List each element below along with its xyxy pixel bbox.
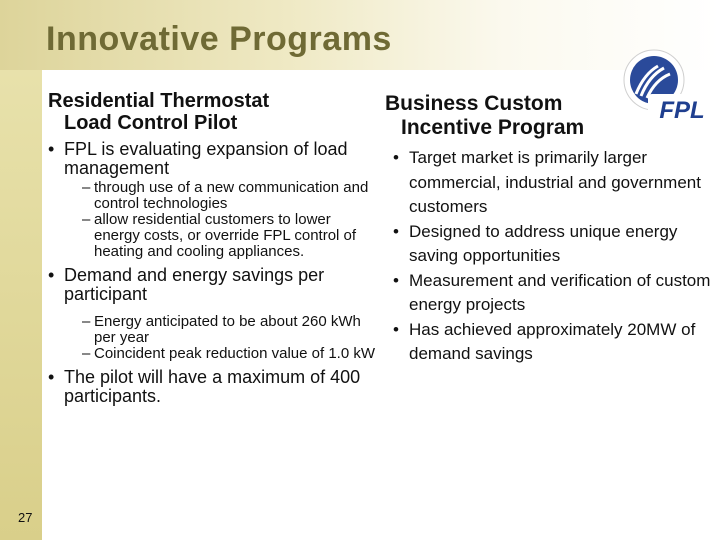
bullet-icon: • <box>393 148 399 167</box>
sub-bullet-text: allow residential customers to lower energy costs, or override FPL control of heating and cooling appliances. <box>94 211 357 260</box>
list-item <box>48 368 378 406</box>
bullet-text: Measurement and verification of custom energy projects <box>409 270 711 314</box>
bullet-text: The pilot will have a maximum of 400 participants. <box>64 367 361 406</box>
left-heading <box>48 90 378 134</box>
bullet-icon: • <box>393 319 399 339</box>
bullet-text: Has achieved approximately 20MW of demand savings <box>409 319 696 363</box>
left-accent-band <box>0 0 42 540</box>
bullet-text: Designed to address unique energy saving opportunities <box>409 221 678 265</box>
dash-icon: – <box>82 313 91 330</box>
page-number: 27 <box>18 510 33 525</box>
sub-bullet-text: Energy anticipated to be about 260 kWh per year <box>94 313 361 346</box>
list-item <box>385 318 715 367</box>
bullet-text: FPL is evaluating expansion of load management <box>64 139 348 178</box>
bullet-icon: • <box>48 367 55 387</box>
left-column <box>48 90 378 406</box>
list-item <box>82 314 378 346</box>
dash-icon: – <box>82 211 91 228</box>
slide-title: Innovative Programs <box>46 20 392 58</box>
dash-icon: – <box>82 179 91 196</box>
sub-bullet-text: through use of a new communication and control technologies <box>94 179 369 212</box>
right-column <box>385 92 715 367</box>
sub-bullet-text: Coincident peak reduction value of 1.0 kW <box>94 345 375 362</box>
sub-bullet-list <box>64 180 378 260</box>
list-item <box>48 266 378 362</box>
dash-icon: – <box>82 345 91 362</box>
list-item <box>385 146 715 220</box>
list-item <box>385 220 715 269</box>
right-bullet-list <box>385 146 715 367</box>
list-item <box>385 269 715 318</box>
left-heading-line2: Load Control Pilot <box>64 112 238 134</box>
list-item <box>82 212 378 260</box>
bullet-icon: • <box>393 221 399 241</box>
list-item <box>48 140 378 260</box>
right-heading <box>385 92 715 140</box>
bullet-text: Demand and energy savings per participant <box>64 265 325 304</box>
list-item <box>82 346 378 362</box>
right-heading-line2: Incentive Program <box>401 116 585 139</box>
list-item <box>82 180 378 212</box>
bullet-icon: • <box>393 270 399 290</box>
left-heading-line1: Residential Thermostat <box>48 90 270 112</box>
bullet-icon: • <box>48 265 55 285</box>
right-heading-line1: Business Custom <box>385 92 563 115</box>
left-bullet-list <box>48 140 378 406</box>
bullet-icon: • <box>48 139 55 159</box>
sub-bullet-list <box>64 314 378 362</box>
bullet-text: Target market is primarily larger commercial, industrial and government customers <box>409 148 701 216</box>
fpl-logo-text: FPL <box>659 97 705 124</box>
